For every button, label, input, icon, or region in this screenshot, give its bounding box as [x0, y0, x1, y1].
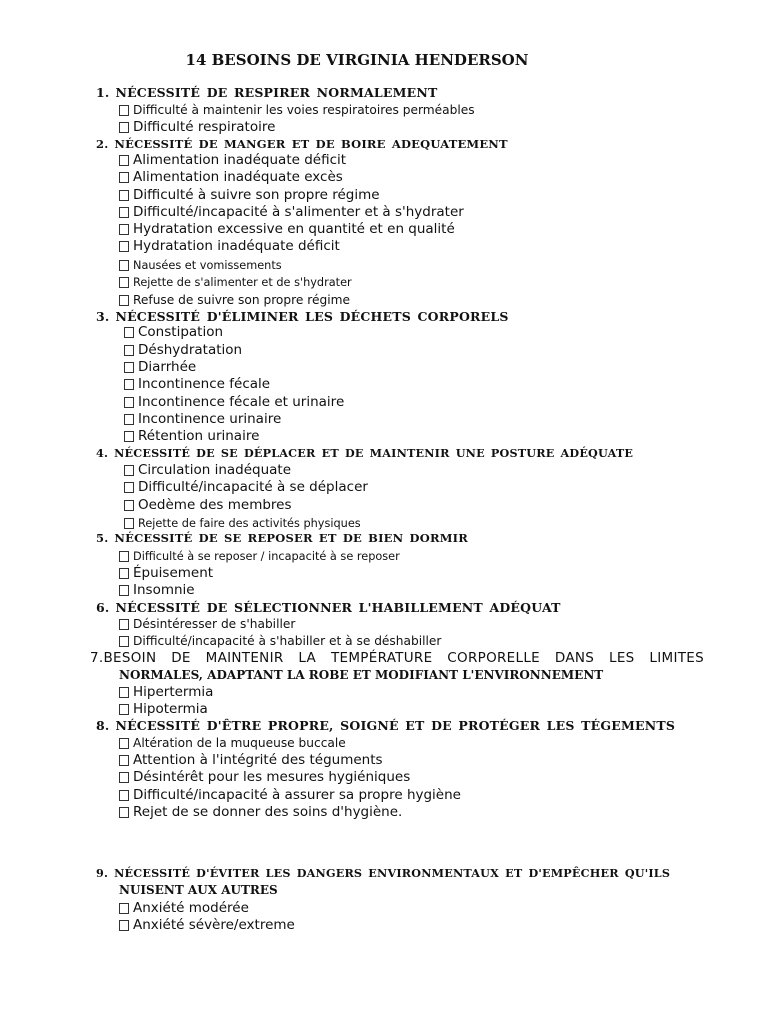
- section-title: NÉCESSITÉ DE MANGER ET DE BOIRE ADEQUATEMENT: [114, 137, 508, 151]
- checkbox-icon: [124, 482, 134, 493]
- checkbox-icon: [119, 190, 129, 201]
- list-item: Difficulté/incapacité à se déplacer: [124, 479, 368, 496]
- section-number: 2.: [96, 137, 109, 151]
- checkbox-icon: [124, 345, 134, 356]
- section-1-heading: [96, 85, 438, 100]
- list-item: Anxiété sévère/extreme: [119, 917, 295, 934]
- list-item: Désintéresser de s'habiller: [119, 616, 295, 633]
- list-item: Rejet de se donner des soins d'hygiène.: [119, 804, 402, 821]
- list-item: Difficulté/incapacité à assurer sa propre hygiène: [119, 787, 461, 804]
- list-item: Oedème des membres: [124, 497, 292, 514]
- section-2-heading: [96, 137, 508, 151]
- section-title: NÉCESSITÉ DE SE DÉPLACER ET DE MAINTENIR UNE POSTURE ADÉQUATE: [114, 446, 634, 460]
- section-number: 9.: [96, 866, 109, 880]
- list-item: Insomnie: [119, 582, 195, 599]
- section-number: 1.: [96, 85, 110, 100]
- list-item: Difficulté à se reposer / incapacité à se reposer: [119, 548, 400, 565]
- list-item: Épuisement: [119, 565, 213, 582]
- list-item: Incontinence fécale: [124, 376, 270, 393]
- section-9-heading: [96, 866, 670, 880]
- section-8-heading: [96, 718, 675, 733]
- section-7-heading-line-2: NORMALES, ADAPTANT LA ROBE ET MODIFIANT L'ENVIRONNEMENT: [119, 668, 604, 682]
- document-title: 14 BESOINS DE VIRGINIA HENDERSON: [185, 51, 529, 69]
- section-number: 6.: [96, 600, 110, 615]
- checkbox-icon: [124, 379, 134, 390]
- list-item: Attention à l'intégrité des téguments: [119, 752, 383, 769]
- list-item: Circulation inadéquate: [124, 462, 291, 479]
- list-item: Rejette de s'alimenter et de s'hydrater: [119, 274, 352, 291]
- section-title: NÉCESSITÉ DE RESPIRER NORMALEMENT: [115, 85, 438, 100]
- section-6-heading: [96, 600, 561, 615]
- section-number: 8.: [96, 718, 110, 733]
- list-item: Diarrhée: [124, 359, 196, 376]
- list-item: Hydratation inadéquate déficit: [119, 238, 340, 255]
- checkbox-icon: [119, 207, 129, 218]
- checkbox-icon: [119, 224, 129, 235]
- section-4-heading: [96, 446, 633, 460]
- list-item: Refuse de suivre son propre régime: [119, 292, 350, 309]
- list-item: Incontinence urinaire: [124, 411, 281, 428]
- list-item: Altération de la muqueuse buccale: [119, 735, 346, 752]
- section-5-heading: [96, 531, 468, 545]
- list-item: Difficulté/incapacité à s'alimenter et à s'hydrater: [119, 204, 464, 221]
- list-item: Difficulté à maintenir les voies respiratoires perméables: [119, 102, 475, 119]
- section-title: NÉCESSITÉ DE SE REPOSER ET DE BIEN DORMIR: [114, 531, 468, 545]
- list-item: Déshydratation: [124, 342, 242, 359]
- section-title-line-1: BESOIN DE MAINTENIR LA TEMPÉRATURE CORPORELLE DANS LES LIMITES: [103, 650, 704, 666]
- list-item: Hydratation excessive en quantité et en qualité: [119, 221, 455, 238]
- checkbox-icon: [124, 431, 134, 442]
- checkbox-icon: [119, 755, 129, 766]
- section-number: 3.: [96, 309, 110, 324]
- section-title: NÉCESSITÉ D'ÊTRE PROPRE, SOIGNÉ ET DE PROTÉGER LES TÉGEMENTS: [115, 718, 676, 733]
- section-7-heading: [90, 650, 704, 666]
- checkbox-icon: [119, 619, 129, 630]
- section-title-line-1: NÉCESSITÉ D'ÉVITER LES DANGERS ENVIRONMENTAUX ET D'EMPÊCHER QU'ILS: [114, 866, 671, 880]
- checkbox-icon: [124, 327, 134, 338]
- section-title: NÉCESSITÉ DE SÉLECTIONNER L'HABILLEMENT ADÉQUAT: [115, 600, 561, 615]
- section-number: 5.: [96, 531, 109, 545]
- checkbox-icon: [119, 772, 129, 783]
- list-item: Constipation: [124, 324, 223, 341]
- checkbox-icon: [119, 636, 129, 647]
- checkbox-icon: [124, 414, 134, 425]
- section-title: NÉCESSITÉ D'ÉLIMINER LES DÉCHETS CORPORELS: [115, 309, 509, 324]
- checkbox-icon: [119, 122, 129, 133]
- list-item: Désintérêt pour les mesures hygiéniques: [119, 769, 410, 786]
- list-item: Hipertermia: [119, 684, 213, 701]
- checkbox-icon: [124, 465, 134, 476]
- list-item: Difficulté/incapacité à s'habiller et à se déshabiller: [119, 633, 441, 650]
- list-item: Rétention urinaire: [124, 428, 259, 445]
- section-number: 7.: [90, 650, 104, 666]
- list-item: Alimentation inadéquate excès: [119, 169, 343, 186]
- checkbox-icon: [119, 738, 129, 749]
- list-item: Difficulté respiratoire: [119, 119, 275, 136]
- checkbox-icon: [124, 397, 134, 408]
- list-item: Anxiété modérée: [119, 900, 249, 917]
- checkbox-icon: [119, 551, 129, 562]
- section-number: 4.: [96, 446, 109, 460]
- checkbox-icon: [119, 807, 129, 818]
- checkbox-icon: [119, 105, 129, 116]
- checkbox-icon: [119, 704, 129, 715]
- checkbox-icon: [119, 295, 129, 306]
- section-3-heading: [96, 309, 509, 324]
- checkbox-icon: [119, 241, 129, 252]
- list-item: Rejette de faire des activités physiques: [124, 515, 361, 532]
- list-item: Difficulté à suivre son propre régime: [119, 187, 380, 204]
- checkbox-icon: [124, 362, 134, 373]
- checkbox-icon: [124, 518, 134, 529]
- list-item: Alimentation inadéquate déficit: [119, 152, 346, 169]
- checkbox-icon: [119, 155, 129, 166]
- checkbox-icon: [124, 500, 134, 511]
- checkbox-icon: [119, 277, 129, 288]
- section-9-heading-line-2: NUISENT AUX AUTRES: [119, 883, 278, 897]
- list-item: Nausées et vomissements: [119, 257, 282, 274]
- checkbox-icon: [119, 585, 129, 596]
- checkbox-icon: [119, 790, 129, 801]
- checkbox-icon: [119, 568, 129, 579]
- checkbox-icon: [119, 903, 129, 914]
- checkbox-icon: [119, 260, 129, 271]
- checkbox-icon: [119, 920, 129, 931]
- checkbox-icon: [119, 172, 129, 183]
- checkbox-icon: [119, 687, 129, 698]
- list-item: Incontinence fécale et urinaire: [124, 394, 344, 411]
- list-item: Hipotermia: [119, 701, 208, 718]
